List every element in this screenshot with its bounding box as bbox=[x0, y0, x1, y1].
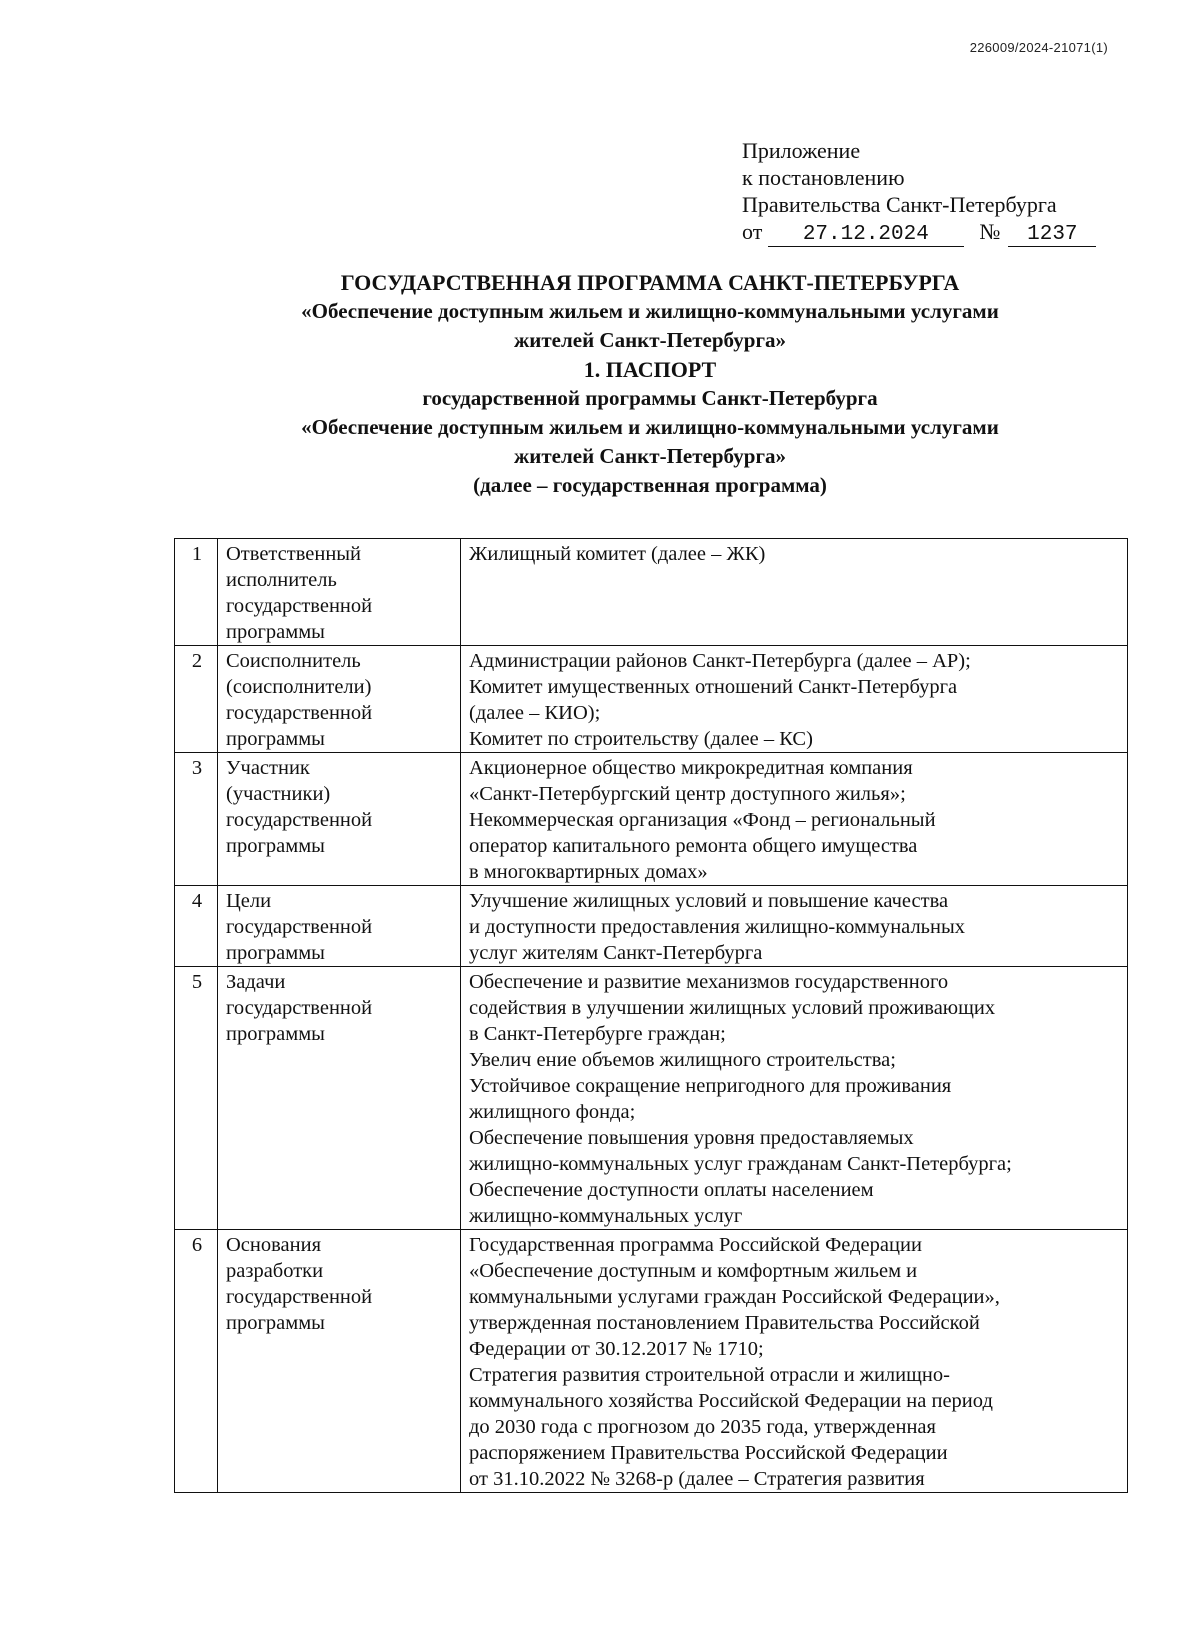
appendix-line: Приложение bbox=[742, 138, 861, 163]
program-name-line: «Обеспечение доступным жильем и жилищно-коммунальными услугами bbox=[301, 299, 999, 323]
label-line: Задачи bbox=[226, 971, 286, 993]
document-registration-number: 226009/2024-21071(1) bbox=[969, 40, 1108, 55]
label-line: программы bbox=[226, 621, 325, 643]
resolution-number: 1237 bbox=[1008, 224, 1096, 247]
label-line: (участники) bbox=[226, 783, 331, 805]
value-line: Жилищный комитет (далее – ЖК) bbox=[469, 543, 766, 565]
program-name-line: жителей Санкт-Петербурга» bbox=[514, 328, 786, 352]
value-line: услуг жителям Санкт-Петербурга bbox=[469, 942, 763, 964]
appendix-block bbox=[742, 137, 1096, 247]
value-line: жилищного фонда; bbox=[469, 1101, 636, 1123]
appendix-date-number-line bbox=[742, 218, 1096, 247]
value-line: Устойчивое сокращение непригодного для проживания bbox=[469, 1075, 952, 1097]
row-value bbox=[461, 539, 1128, 646]
label-line: программы bbox=[226, 835, 325, 857]
label-line: государственной bbox=[226, 1286, 373, 1308]
value-line: утвержденная постановлением Правительства Российской bbox=[469, 1312, 980, 1334]
row-number: 2 bbox=[175, 646, 218, 753]
table-row bbox=[175, 753, 1128, 886]
program-name-line: «Обеспечение доступным жильем и жилищно-коммунальными услугами bbox=[301, 415, 999, 439]
passport-table bbox=[174, 538, 1128, 1493]
row-value bbox=[461, 967, 1128, 1230]
label-line: государственной bbox=[226, 702, 373, 724]
value-line: Увелич ение объемов жилищного строительства; bbox=[469, 1049, 896, 1071]
value-line: Федерации от 30.12.2017 № 1710; bbox=[469, 1338, 764, 1360]
section-title: 1. ПАСПОРТ bbox=[583, 357, 717, 382]
number-label: № bbox=[979, 219, 1001, 244]
value-line: и доступности предоставления жилищно-коммунальных bbox=[469, 916, 966, 938]
value-line: Акционерное общество микрокредитная компания bbox=[469, 757, 913, 779]
value-line: Комитет имущественных отношений Санкт-Петербурга bbox=[469, 676, 958, 698]
table-row bbox=[175, 967, 1128, 1230]
value-line: Стратегия развития строительной отрасли и жилищно- bbox=[469, 1364, 950, 1386]
table-row bbox=[175, 646, 1128, 753]
label-line: Цели bbox=[226, 890, 272, 912]
label-line: государственной bbox=[226, 997, 373, 1019]
label-line: Основания bbox=[226, 1234, 322, 1256]
value-line: распоряжением Правительства Российской Федерации bbox=[469, 1442, 948, 1464]
appendix-line: к постановлению bbox=[742, 165, 905, 190]
row-label bbox=[218, 753, 461, 886]
row-label bbox=[218, 539, 461, 646]
table-row bbox=[175, 886, 1128, 967]
value-line: Обеспечение и развитие механизмов государственного bbox=[469, 971, 949, 993]
row-value bbox=[461, 886, 1128, 967]
value-line: коммунальными услугами граждан Российской Федерации», bbox=[469, 1286, 1000, 1308]
program-title: ГОСУДАРСТВЕННАЯ ПРОГРАММА САНКТ-ПЕТЕРБУРГА bbox=[340, 270, 960, 295]
section-subtitle: государственной программы Санкт-Петербурга bbox=[422, 386, 878, 410]
value-line: «Санкт-Петербургский центр доступного жилья»; bbox=[469, 783, 906, 805]
resolution-date: 27.12.2024 bbox=[768, 224, 964, 247]
label-line: государственной bbox=[226, 809, 373, 831]
row-number: 6 bbox=[175, 1230, 218, 1493]
row-value bbox=[461, 753, 1128, 886]
row-label bbox=[218, 646, 461, 753]
value-line: жилищно-коммунальных услуг гражданам Санкт-Петербурга; bbox=[469, 1153, 1012, 1175]
row-number: 1 bbox=[175, 539, 218, 646]
from-label: от bbox=[742, 219, 763, 244]
value-line: в многоквартирных домах» bbox=[469, 861, 708, 883]
value-line: до 2030 года с прогнозом до 2035 года, утвержденная bbox=[469, 1416, 936, 1438]
label-line: (соисполнители) bbox=[226, 676, 372, 698]
value-line: (далее – КИО); bbox=[469, 702, 601, 724]
value-line: Улучшение жилищных условий и повышение качества bbox=[469, 890, 949, 912]
appendix-line: Правительства Санкт-Петербурга bbox=[742, 192, 1057, 217]
label-line: программы bbox=[226, 942, 325, 964]
value-line: Обеспечение доступности оплаты населением bbox=[469, 1179, 874, 1201]
heading-note: (далее – государственная программа) bbox=[473, 473, 827, 497]
value-line: жилищно-коммунальных услуг bbox=[469, 1205, 743, 1227]
document-heading bbox=[150, 268, 1150, 500]
label-line: программы bbox=[226, 1312, 325, 1334]
label-line: Соисполнитель bbox=[226, 650, 361, 672]
label-line: государственной bbox=[226, 916, 373, 938]
table-row bbox=[175, 539, 1128, 646]
value-line: коммунального хозяйства Российской Федерации на период bbox=[469, 1390, 993, 1412]
program-name-line: жителей Санкт-Петербурга» bbox=[514, 444, 786, 468]
value-line: оператор капитального ремонта общего имущества bbox=[469, 835, 918, 857]
label-line: государственной bbox=[226, 595, 373, 617]
label-line: разработки bbox=[226, 1260, 324, 1282]
label-line: Ответственный bbox=[226, 543, 362, 565]
value-line: содействия в улучшении жилищных условий проживающих bbox=[469, 997, 996, 1019]
row-label bbox=[218, 967, 461, 1230]
label-line: исполнитель bbox=[226, 569, 337, 591]
row-label bbox=[218, 1230, 461, 1493]
value-line: «Обеспечение доступным и комфортным жильем и bbox=[469, 1260, 918, 1282]
value-line: Некоммерческая организация «Фонд – региональный bbox=[469, 809, 936, 831]
label-line: программы bbox=[226, 1023, 325, 1045]
value-line: Администрации районов Санкт-Петербурга (далее – АР); bbox=[469, 650, 971, 672]
value-line: Обеспечение повышения уровня предоставляемых bbox=[469, 1127, 914, 1149]
row-number: 3 bbox=[175, 753, 218, 886]
table-row bbox=[175, 1230, 1128, 1493]
value-line: Комитет по строительству (далее – КС) bbox=[469, 728, 813, 750]
row-number: 4 bbox=[175, 886, 218, 967]
value-line: от 31.10.2022 № 3268-р (далее – Стратегия развития bbox=[469, 1468, 925, 1490]
value-line: Государственная программа Российской Федерации bbox=[469, 1234, 922, 1256]
label-line: Участник bbox=[226, 757, 310, 779]
label-line: программы bbox=[226, 728, 325, 750]
row-number: 5 bbox=[175, 967, 218, 1230]
value-line: в Санкт-Петербурге граждан; bbox=[469, 1023, 726, 1045]
row-value bbox=[461, 646, 1128, 753]
row-value bbox=[461, 1230, 1128, 1493]
row-label bbox=[218, 886, 461, 967]
